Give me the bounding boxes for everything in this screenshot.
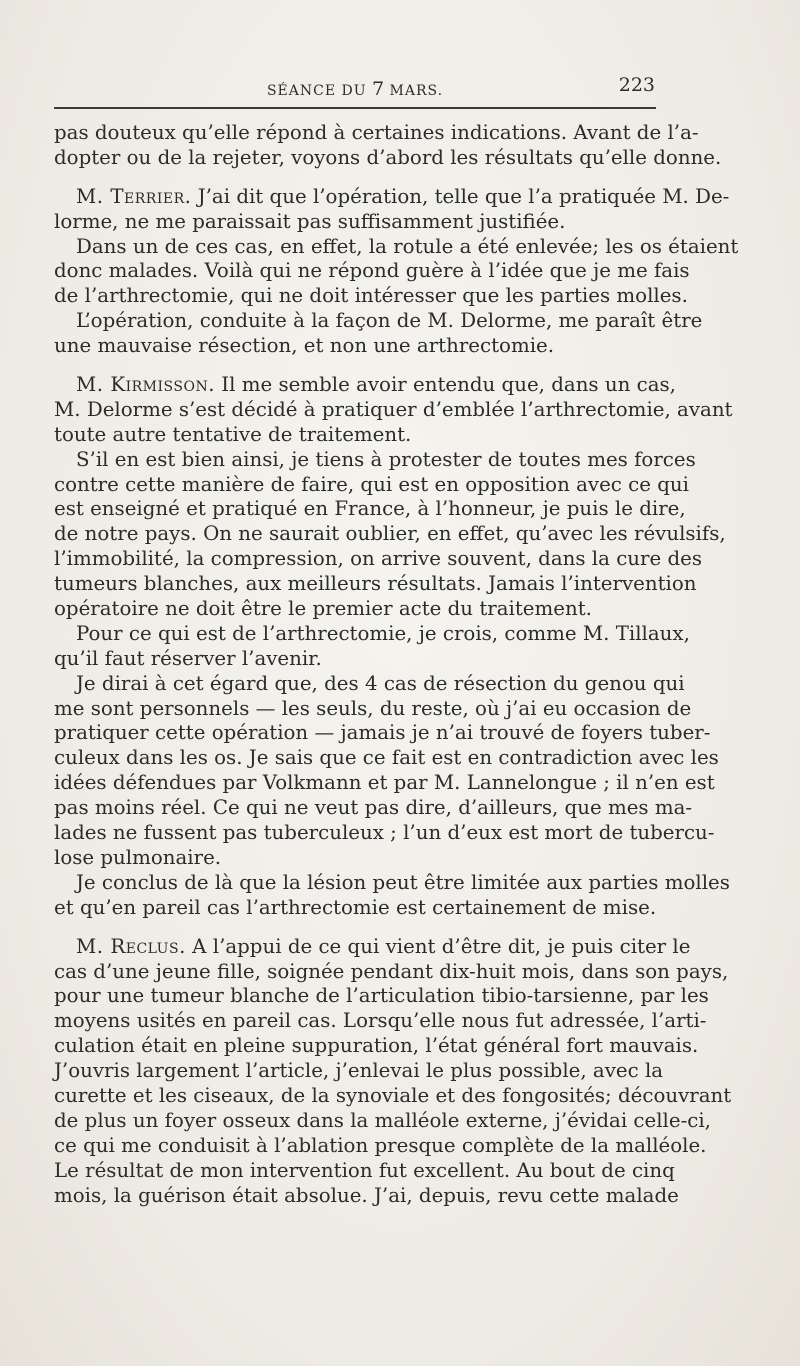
- text-line: S’il en est bien ainsi, je tiens à protester de toutes mes forces: [76, 447, 696, 471]
- text-line: Le résultat de mon intervention fut excellent. Au bout de cinq: [54, 1158, 675, 1182]
- text-line: me sont personnels — les seuls, du reste, où j’ai eu occasion de: [54, 696, 692, 720]
- paragraph: [54, 234, 739, 310]
- text-line: Pour ce qui est de l’arthrectomie, je crois, comme M. Tillaux,: [76, 621, 690, 645]
- text-line: cas d’une jeune fille, soignée pendant dix-huit mois, dans son pays,: [54, 959, 729, 983]
- paragraph: [54, 621, 690, 672]
- text-line: de plus un foyer osseux dans la malléole externe, j’évidai celle-ci,: [54, 1108, 711, 1132]
- text-line: M. Kirmisson. Il me semble avoir entendu que, dans un cas,: [76, 373, 676, 397]
- text-line: moyens usités en pareil cas. Lorsqu’elle nous fut adressée, l’arti-: [54, 1009, 707, 1033]
- text-line: est enseigné et pratiqué en France, à l’honneur, je puis le dire,: [54, 497, 686, 521]
- text-line: contre cette manière de faire, qui est en opposition avec ce qui: [54, 472, 689, 496]
- text-line: pas moins réel. Ce qui ne veut pas dire, d’ailleurs, que mes ma-: [54, 796, 693, 820]
- text-line: idées défendues par Volkmann et par M. Lannelongue ; il n’en est: [54, 771, 715, 795]
- text-line: donc malades. Voilà qui ne répond guère à l’idée que je me fais: [54, 259, 690, 283]
- text-line: J’ouvris largement l’article, j’enlevai le plus possible, avec la: [54, 1059, 664, 1083]
- text-line: M. Terrier. J’ai dit que l’opération, telle que l’a pratiquée M. De-: [76, 184, 730, 208]
- text-line: Dans un de ces cas, en effet, la rotule a été enlevée; les os étaient: [76, 234, 739, 258]
- text-line: qu’il faut réserver l’avenir.: [54, 646, 322, 670]
- text-line: une mauvaise résection, et non une arthrectomie.: [54, 334, 555, 358]
- text-line: Je conclus de là que la lésion peut être limitée aux parties molles: [76, 870, 730, 894]
- text-line: culeux dans les os. Je sais que ce fait est en contradiction avec les: [54, 746, 719, 770]
- text-line: M. Reclus. A l’appui de ce qui vient d’être dit, je puis citer le: [76, 934, 691, 958]
- text-line: curette et les ciseaux, de la synoviale et des fongosités; découvrant: [54, 1083, 732, 1107]
- body-text: [54, 121, 739, 1208]
- speaker-paragraph: [54, 373, 733, 448]
- text-line: de notre pays. On ne saurait oublier, en effet, qu’avec les révulsifs,: [54, 522, 726, 546]
- paragraph: [54, 671, 719, 871]
- speaker-name: M. Reclus.: [76, 934, 186, 958]
- text-line: de l’arthrectomie, qui ne doit intéresser que les parties molles.: [54, 284, 688, 308]
- text-line: et qu’en pareil cas l’arthrectomie est certainement de mise.: [54, 895, 657, 919]
- speaker-paragraph: [54, 184, 730, 235]
- running-title: SÉANCE DU 7 MARS.: [266, 78, 444, 100]
- paragraph: [54, 309, 703, 359]
- page-number: 223: [618, 74, 655, 96]
- text-line: tumeurs blanches, aux meilleurs résultats. Jamais l’intervention: [54, 572, 697, 596]
- speaker-name: M. Kirmisson.: [76, 373, 215, 397]
- text-line: opératoire ne doit être le premier acte du traitement.: [54, 597, 592, 621]
- paragraph: [54, 447, 726, 622]
- text-line: lades ne fussent pas tuberculeux ; l’un d’eux est mort de tubercu-: [54, 821, 715, 845]
- text-line: ce qui me conduisit à l’ablation presque complète de la malléole.: [54, 1133, 707, 1157]
- text-line: toute autre tentative de traitement.: [54, 422, 412, 446]
- running-header: [55, 74, 655, 100]
- text-line: Je dirai à cet égard que, des 4 cas de résection du genou qui: [76, 671, 685, 695]
- text-line: dopter ou de la rejeter, voyons d’abord les résultats qu’elle donne.: [54, 145, 722, 169]
- speaker-name: M. Terrier.: [76, 184, 192, 208]
- header-rule: [54, 107, 656, 109]
- text-line: pour une tumeur blanche de l’articulation tibio-tarsienne, par les: [54, 984, 709, 1008]
- speaker-paragraph: [54, 934, 732, 1209]
- text-line: lose pulmonaire.: [54, 845, 222, 869]
- text-line: mois, la guérison était absolue. J’ai, depuis, revu cette malade: [54, 1183, 679, 1207]
- text-line: L’opération, conduite à la façon de M. Delorme, me paraît être: [76, 309, 703, 333]
- text-line: lorme, ne me paraissait pas suffisamment justifiée.: [54, 209, 566, 233]
- text-line: M. Delorme s’est décidé à pratiquer d’emblée l’arthrectomie, avant: [54, 397, 733, 421]
- text-line: pas douteux qu’elle répond à certaines indications. Avant de l’a-: [54, 121, 699, 144]
- text-line: culation était en pleine suppuration, l’état général fort mauvais.: [54, 1034, 699, 1058]
- paragraph: [54, 121, 722, 171]
- paragraph: [54, 870, 730, 921]
- text-line: pratiquer cette opération — jamais je n’ai trouvé de foyers tuber-: [54, 721, 711, 745]
- text-line: l’immobilité, la compression, on arrive souvent, dans la cure des: [54, 547, 702, 571]
